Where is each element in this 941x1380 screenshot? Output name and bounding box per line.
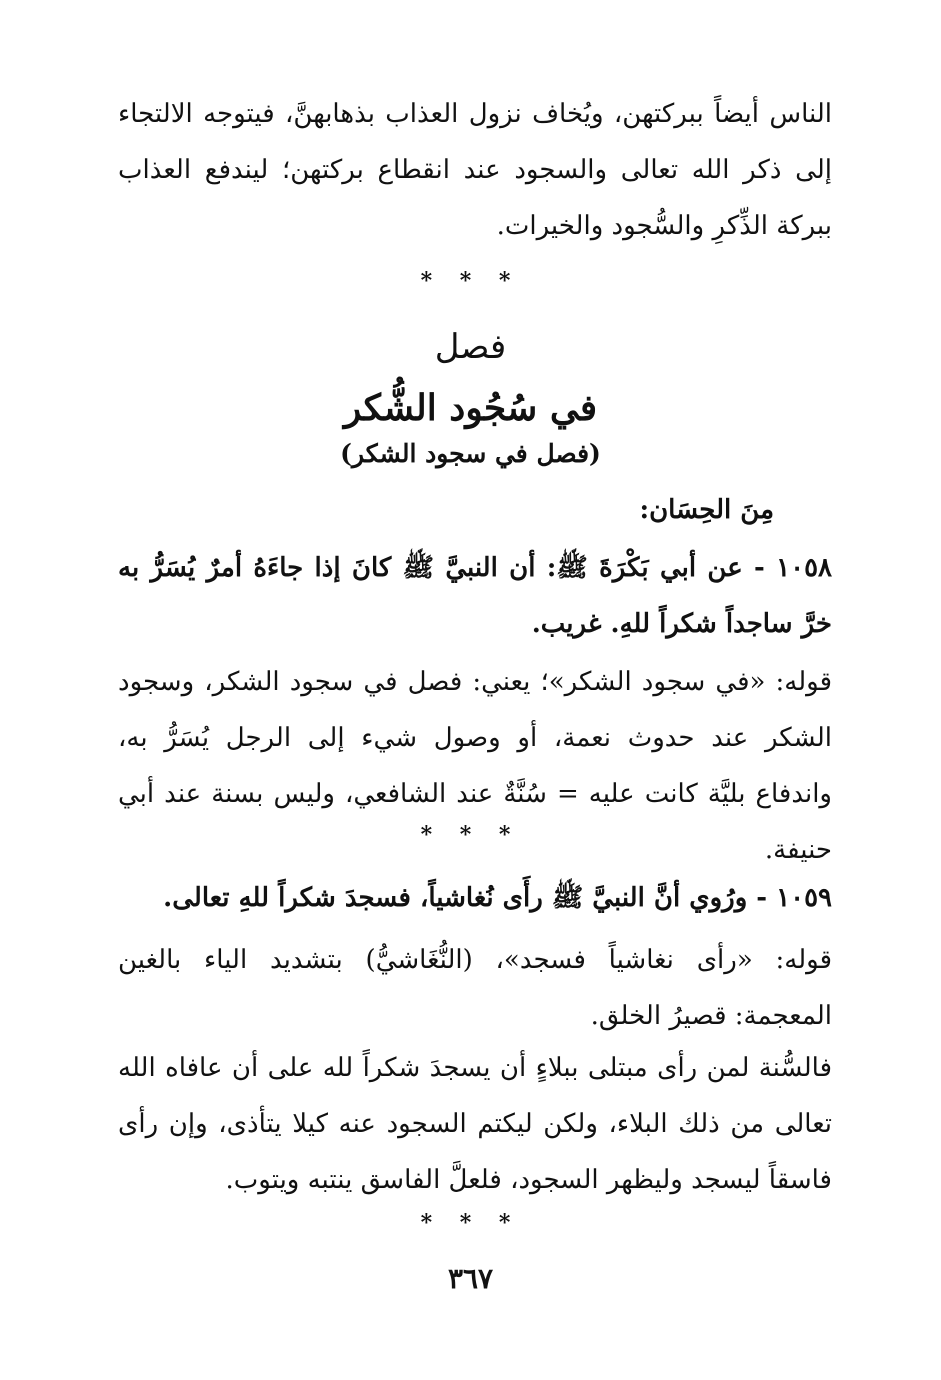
source-heading: مِنَ الحِسَان: [639, 495, 774, 525]
commentary-1059-continued: فالسُّنة لمن رأى مبتلى ببلاءٍ أن يسجدَ شكراً لله على أن عافاه الله تعالى من ذلك البلاء، ولكن ليكتم السجود عنه كيلا يتأذى، وإن رأى فاسقاً ليسجد وليظهر السجود، فلعلَّ الفاسق ينتبه ويتوب. [118, 1053, 832, 1195]
commentary-1059: قوله: «رأى نغاشياً فسجد»، (النُّغَاشيُّ) بتشديد الياء بالغين المعجمة: قصيرُ الخلق. [118, 945, 832, 1031]
commentary-1058: قوله: «في سجود الشكر»؛ يعني: فصل في سجود الشكر، وسجود الشكر عند حدوث نعمة، أو وصول شيء إلى الرجل يُسَرُّ به، واندفاع بليَّة كانت عليه = سُنَّةٌ عند الشافعي، وليس بسنة عند أبي حنيفة. [118, 667, 832, 865]
hadith-1058: ١٠٥٨ - عن أبي بَكْرَةَ ﷺ: أن النبيَّ ﷺ كانَ إذا جاءَهُ أمرٌ يُسَرُّ به خرَّ ساجداً شكراً للهِ. غريب. [118, 553, 832, 639]
section-title: في سُجُود الشُّكر [343, 387, 598, 429]
section-label: فصل [434, 327, 507, 367]
separator-stars: * * * [420, 822, 521, 848]
page-number: ٣٦٧ [447, 1262, 494, 1295]
separator-stars: * * * [420, 268, 521, 294]
separator-stars: * * * [420, 1210, 521, 1236]
hadith-1059: ١٠٥٩ - ورُوي أنَّ النبيَّ ﷺ رأَى نُغاشياً، فسجدَ شكراً للهِ تعالى. [163, 883, 832, 913]
section-subtitle: (فصل في سجود الشكر) [340, 439, 601, 468]
intro-paragraph: الناس أيضاً ببركتهن، ويُخاف نزول العذاب بذهابهنَّ، فيتوجه الالتجاء إلى ذكر الله تعالى والسجود عند انقطاع بركتهن؛ ليندفع العذاب ببركة الذِّكرِ والسُّجود والخيرات. [118, 99, 832, 241]
